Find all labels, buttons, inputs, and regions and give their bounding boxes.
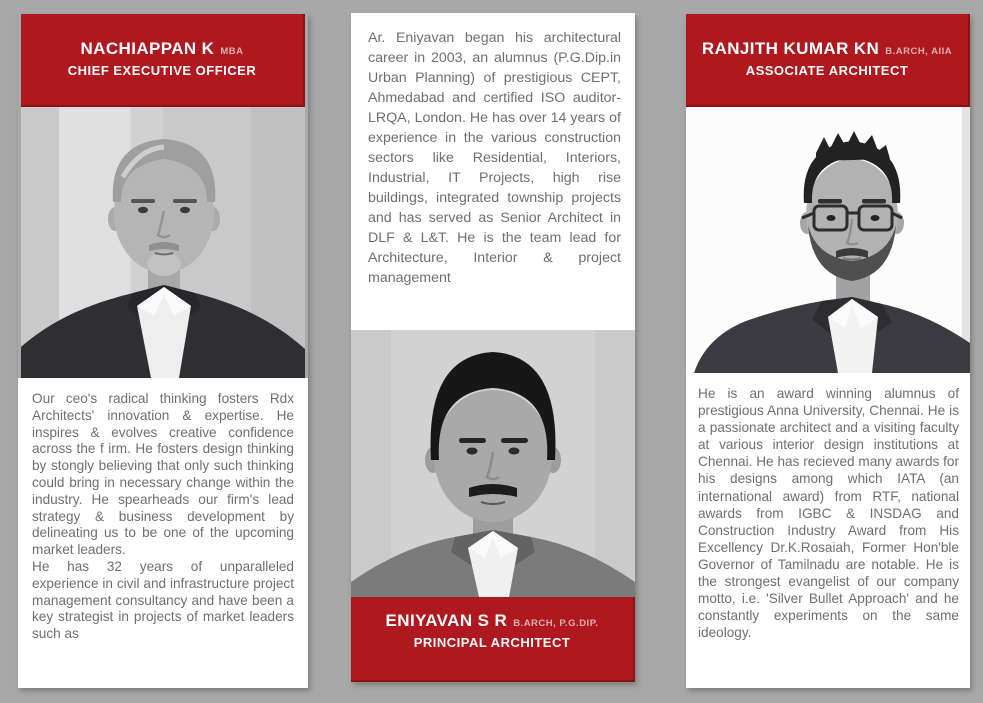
associate-header — [686, 14, 970, 107]
associate-photo — [686, 107, 970, 373]
ceo-photo — [21, 107, 305, 378]
associate-name-line — [686, 39, 968, 59]
ceo-bio — [18, 378, 308, 688]
principal-name: ENIYAVAN S R — [385, 611, 508, 630]
profile-card-principal — [351, 13, 635, 682]
associate-bio — [686, 373, 970, 688]
associate-credentials: B.ARCH, AIIA — [885, 46, 953, 57]
ceo-bio-paragraph-1: Our ceo's radical thinking fosters Rdx Architects' innovation & expertise. He inspires & evolves creative confidence across the f irm. He fosters design thinking by stongly believing that only such thinking could bring in necessary change within the industry. He spearheads our firm's lead strategy & business development by delineating us to be one of the upcoming market leaders. — [32, 391, 294, 558]
principal-credentials: B.ARCH, P.G.DIP. — [513, 618, 599, 629]
associate-bio-paragraph: He is an award winning alumnus of prestigious Anna University, Chennai. He is a passionate architect and a visiting faculty at various interior design institutions at Chennai. He has recieved many awards for his designs among which IATA (an international award) from RTF, national awards from IGBC & INSDAG and Construction Industry Award from His Excellency Dr.K.Rosaiah, Former Hon'ble Governor of Tamilnadu are notable. He is the strongest evangelist of our company motto, i.e. 'Silver Bullet Approach' and he constantly experiments on the same ideology. — [698, 386, 959, 641]
ceo-credentials: MBA — [220, 46, 244, 57]
principal-header — [351, 597, 635, 682]
profile-card-associate — [686, 14, 970, 688]
principal-bio — [351, 13, 635, 330]
ceo-portrait-illustration — [21, 107, 305, 378]
ceo-title: CHIEF EXECUTIVE OFFICER — [67, 63, 257, 78]
principal-name-line — [351, 611, 633, 631]
ceo-name-line — [21, 39, 303, 59]
associate-portrait-illustration — [686, 107, 970, 373]
profile-card-ceo — [18, 14, 308, 688]
ceo-header — [21, 14, 305, 107]
principal-title: PRINCIPAL ARCHITECT — [413, 635, 571, 650]
principal-photo — [351, 330, 635, 597]
associate-name: RANJITH KUMAR KN — [701, 39, 880, 58]
ceo-name: NACHIAPPAN K — [80, 39, 215, 58]
principal-portrait-illustration — [351, 330, 635, 597]
ceo-bio-paragraph-2: He has 32 years of unparalleled experience in civil and infrastructure project management consultancy and have been a key strategist in projects of market leaders such as — [32, 558, 294, 642]
principal-bio-paragraph: Ar. Eniyavan began his architectural career in 2003, an alumnus (P.G.Dip.in Urban Planning) of prestigious CEPT, Ahmedabad and certified ISO auditor- LRQA, London. He has over 14 years of experience in the various construction sectors like Residential, Interiors, Industrial, IT Projects, high rise buildings, integrated township projects and has served as Senior Architect in DLF & L&T. He is the team lead for Architecture, Interior & project management — [368, 30, 621, 286]
associate-title: ASSOCIATE ARCHITECT — [745, 63, 909, 78]
